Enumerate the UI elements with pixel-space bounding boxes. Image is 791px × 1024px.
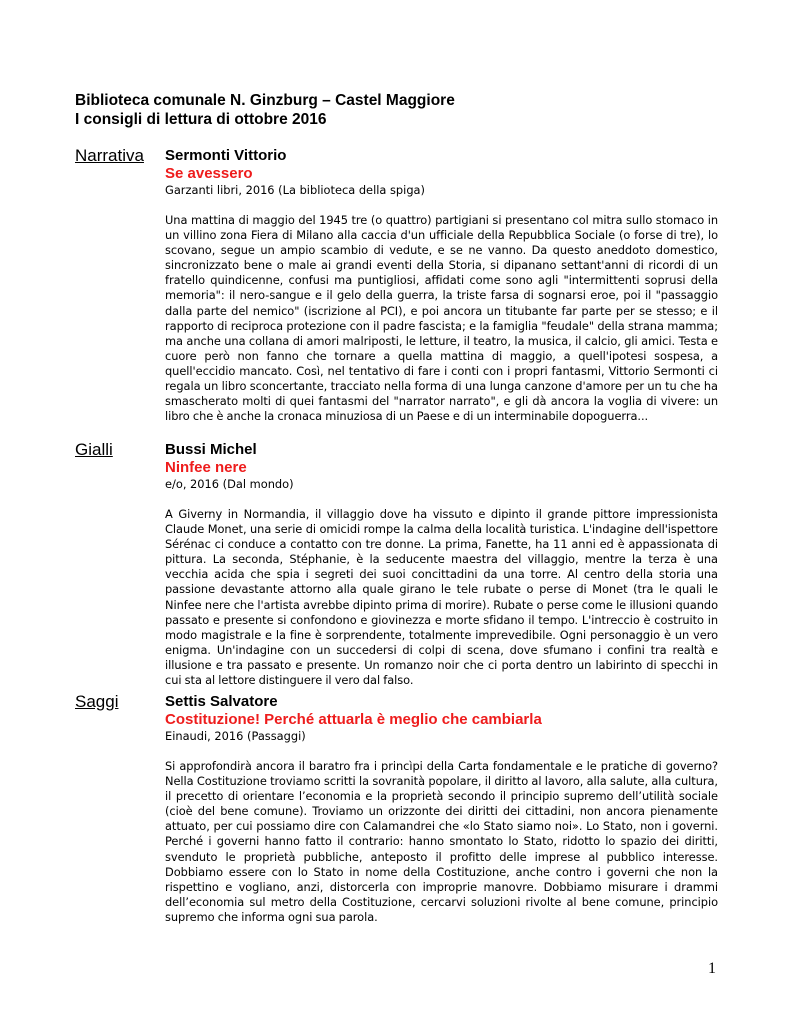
document-header	[75, 91, 455, 129]
book-publisher: Einaudi, 2016 (Passaggi)	[165, 729, 306, 743]
book-entry	[165, 146, 718, 424]
book-entry	[165, 440, 718, 688]
page-number: 1	[708, 960, 716, 977]
category-heading: Narrativa	[75, 146, 144, 165]
book-author: Sermonti Vittorio	[165, 147, 287, 164]
book-author: Bussi Michel	[165, 441, 257, 458]
book-entry	[165, 692, 718, 925]
book-title: Costituzione! Perché attuarla è meglio che cambiarla	[165, 711, 542, 728]
book-description: A Giverny in Normandia, il villaggio dove ha vissuto e dipinto il grande pittore impressionista Claude Monet, una serie di omicidi rompe la calma della località turistica. L'indagine dell'ispettore Sérénac ci conduce a contatto con tre donne. La prima, Fanette, ha 11 anni ed è appassionata di pittura. La seconda, Stéphanie, è la seducente maestra del villaggio, mentre la terza è una vecchia acida che spia i segreti dei suoi concittadini da una torre. Al centro della storia una passione devastante attorno alla quale girano le tele rubate o perse di Monet (tra le quali le Ninfee nere che l'artista avrebbe dipinto prima di morire). Rubate o perse come le illusioni quando passato e presente si confondono e giovinezza e morte sfidano il tempo. L'intreccio è costruito in modo magistrale e la fine è sorprendente, totalmente imprevedibile. Ogni personaggio è un vero enigma. Un'indagine con un succedersi di colpi di scena, dove sfumano i confini tra realtà e illusione e tra passato e presente. Un romanzo noir che ci porta dentro un labirinto di specchi in cui sta al lettore distinguere il vero dal falso.	[165, 507, 718, 688]
book-title: Ninfee nere	[165, 459, 247, 476]
book-publisher: e/o, 2016 (Dal mondo)	[165, 477, 294, 491]
book-publisher: Garzanti libri, 2016 (La biblioteca della spiga)	[165, 183, 425, 197]
book-description: Si approfondirà ancora il baratro fra i princìpi della Carta fondamentale e le pratiche di governo? Nella Costituzione troviamo scritti la sovranità popolare, il diritto al lavoro, alla salute, alla cultura, il precetto di orientare l’economia e la proprietà secondo il principio supremo dell’utilità sociale (cioè del bene comune). Troviamo un orizzonte dei diritti dei cittadini, non ancora pienamente attuato, per cui possiamo dire con Calamandrei che «lo Stato siamo noi». Lo Stato, non i governi. Perché i governi hanno fatto il contrario: hanno smontato lo Stato, ridotto lo spazio dei diritti, svenduto le proprietà pubbliche, anteposto il profitto delle imprese al pubblico interesse. Dobbiamo essere con lo Stato in nome della Costituzione, anche contro i governi che non la rispettino e vogliano, anzi, distorcerla con improprie manovre. Dobbiamo misurare i drammi dell’economia sul metro della Costituzione, cercarvi soluzioni rivolte al bene comune, principio supremo che informa ogni sua parola.	[165, 759, 718, 924]
book-title: Se avessero	[165, 165, 253, 182]
category-heading: Saggi	[75, 692, 119, 711]
category-heading: Gialli	[75, 440, 113, 459]
book-description: Una mattina di maggio del 1945 tre (o quattro) partigiani si presentano col mitra sullo stomaco in un villino zona Fiera di Milano alla caccia d'un ufficiale della Repubblica Sociale (o forse di tre), lo scovano, segue un ampio scambio di vedute, e se ne vanno. Da questo aneddoto domestico, sincronizzato bene o male ai grandi eventi della Storia, si dipanano settant'anni di ricordi di un fratello quindicenne, confusi ma puntigliosi, affidati come sono agli "intermittenti soprusi della memoria": il nero-sangue e il gelo della guerra, la triste farsa di sognarsi eroe, poi il "passaggio dalla parte del nemico" (iscrizione al PCI), e poi ancora un titubante far parte per se stesso; e il rapporto di reciproca protezione con il padre fascista; e la famiglia "feudale" della strana mamma; ma anche una collana di amori malriposti, le letture, il teatro, la musica, il calcio, gli amici. Testa e cuore però non fanno che tornare a quella mattina di maggio, a quell'ipotesi sospesa, a quell'eccidio mancato. Così, nel tentativo di fare i conti con i propri fantasmi, Vittorio Sermonti ci regala un libro sconcertante, tracciato nella forma di una lunga canzone d'amore per un tu che ha smascherato molti di quei fantasmi del "narrator narrato", e gli dà ancora la voglia di vivere: un libro che è anche la cronaca minuziosa di un Paese e di un interminabile dopoguerra...	[165, 213, 718, 424]
document-title: I consigli di lettura di ottobre 2016	[75, 111, 327, 128]
book-author: Settis Salvatore	[165, 693, 278, 710]
library-name: Biblioteca comunale N. Ginzburg – Castel Maggiore	[75, 92, 455, 109]
